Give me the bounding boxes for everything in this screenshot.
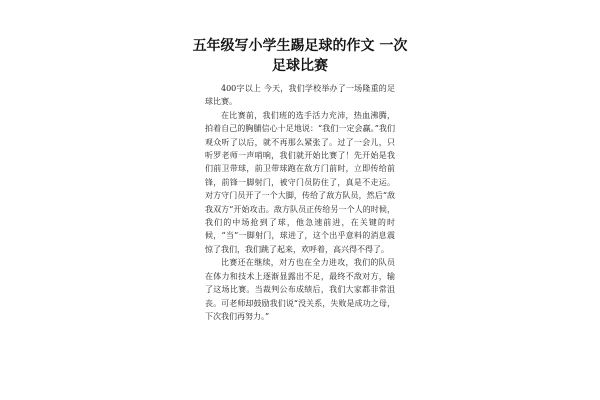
document-title — [0, 36, 600, 76]
title-line-2: 足球比赛 — [272, 58, 328, 74]
paragraph-2: 在比赛前，我们班的选手活力充沛，热血沸腾，拍着自己的胸脯信心十足地说：“我们一定会赢。”我们观众听了以后，就不再那么紧张了。过了一会儿，只听罗老师一声哨响，我们就开始比赛了！先开始是我们前卫带球，前卫带球跑在敌方门前时，立即传给前锋，前锋一脚射门，被守门员防住了，真是不走运。对方守门员开了一个大脚，传给了敌方队员，然后“敌我双方”开始攻击。敌方队员正传给另一个人的时候，我们的中场抢到了球，他急速前进，在关键的时候，“当”一脚射门，球进了，这个出乎意料的消息震惊了我们，我们跳了起来，欢呼着，高兴得不得了。 — [205, 110, 395, 254]
title-line-1: 五年级写小学生踢足球的作文 一次 — [192, 38, 408, 54]
paragraph-3: 比赛还在继续，对方也在全力进攻，我们的队员在体力和技术上逐渐显露出不足，最终不敌对方，输了这场比赛。当裁判公布成绩后，我们大家都非常沮丧。可老师却鼓励我们说“没关系，失败是成功之母，下次我们再努力。” — [205, 258, 395, 321]
document-body — [205, 82, 395, 323]
paragraph-1: 400字以上 今天，我们学校举办了一场隆重的足球比赛。 — [205, 84, 395, 107]
